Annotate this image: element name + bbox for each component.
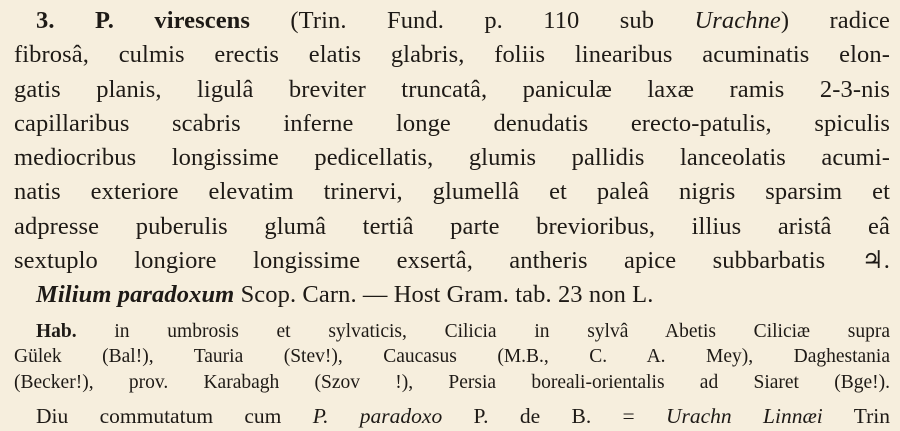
habitat-text-1: in umbrosis et sylvaticis, Cilicia in sylvâ Abetis Ciliciæ supra <box>76 320 890 342</box>
description-line-3: gatis planis, ligulâ breviter truncatâ, paniculæ laxæ ramis 2-3-nis <box>14 75 890 103</box>
species-number: 3. <box>36 7 55 34</box>
habitat-label: Hab. <box>36 320 77 342</box>
description-line-1 <box>14 4 890 38</box>
reference-text-a: (Trin. Fund. p. 110 sub <box>290 7 695 34</box>
description-line-7: adpresse puberulis glumâ tertiâ parte brevioribus, illius aristâ eâ <box>14 212 890 240</box>
habitat-line-1 <box>14 319 890 345</box>
note-taxon-2: Urachn Linnæi <box>666 404 823 429</box>
reference-text-b: ) radice <box>780 7 890 34</box>
synonym-name: Milium paradoxum <box>36 281 235 309</box>
note-text-1: Diu commutatum cum <box>36 404 313 429</box>
habitat-line-3: (Becker!), prov. Karabagh (Szov !), Persia boreali-orientalis ad Siaret (Bge!). <box>14 371 890 393</box>
note-line <box>14 401 890 431</box>
description-line-2: fibrosâ, culmis erectis elatis glabris, foliis linearibus acuminatis elon- <box>14 41 890 69</box>
description-line-8: sextuplo longiore longissime exsertâ, antheris apice subbarbatis ♃. <box>14 247 890 275</box>
description-line-4: capillaribus scabris inferne longe denudatis erecto-patulis, spiculis <box>14 109 890 137</box>
habitat-line-2: Gülek (Bal!), Tauria (Stev!), Caucasus (M.B., C. A. Mey), Daghestania <box>14 346 890 368</box>
description-line-5: mediocribus longissime pedicellatis, glumis pallidis lanceolatis acumi- <box>14 144 890 172</box>
description-line-6: natis exteriore elevatim trinervi, glumellâ et paleâ nigris sparsim et <box>14 178 890 206</box>
note-text-2: P. de B. = <box>442 404 666 429</box>
note-taxon-1: P. paradoxo <box>312 404 443 429</box>
species-description <box>14 4 890 313</box>
reference-genus: Urachne <box>694 7 781 34</box>
habitat-block <box>14 319 890 396</box>
synonym-line <box>14 278 890 312</box>
species-name: P. virescens <box>94 7 251 34</box>
note-text-3: Trin <box>822 404 890 429</box>
synonym-reference: Scop. Carn. — Host Gram. tab. 23 non L. <box>234 281 654 309</box>
